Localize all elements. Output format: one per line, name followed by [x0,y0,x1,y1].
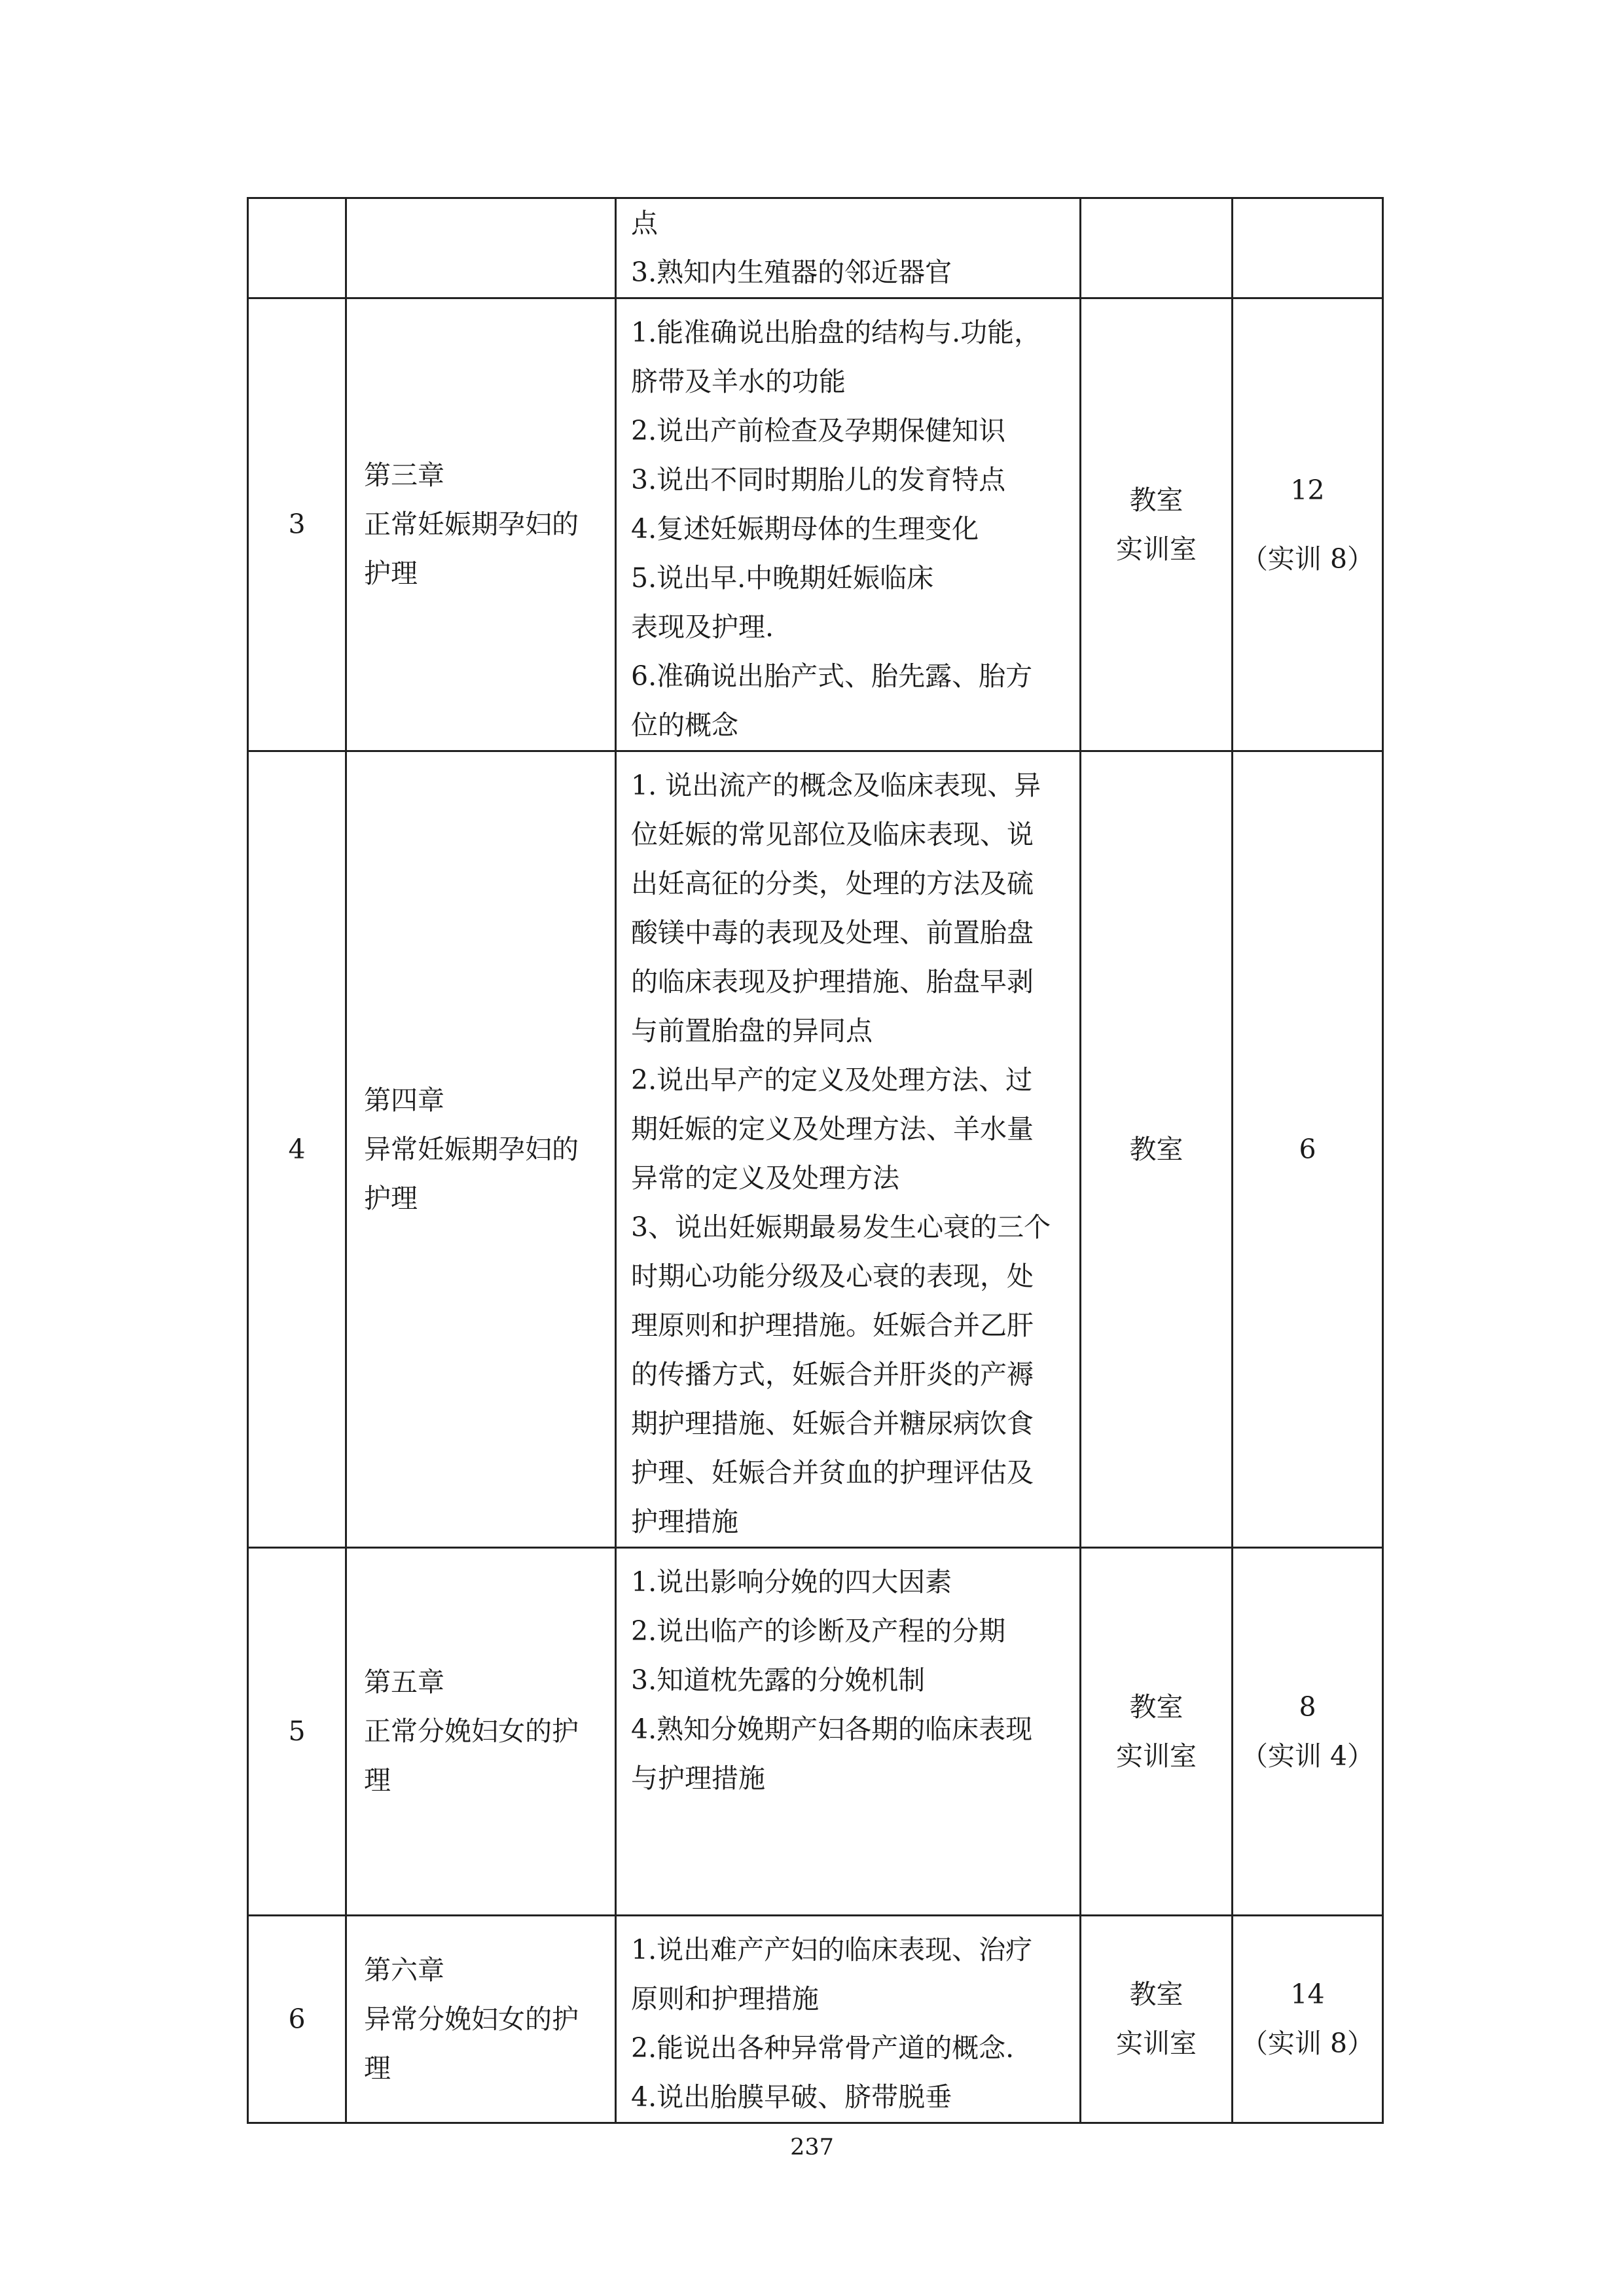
content-cell [616,1916,1081,2123]
content-line: 出妊高征的分类，处理的方法及硫 [631,868,1034,899]
content-line: 3.知道枕先露的分娩机制 [631,1664,926,1696]
content-line: 位的概念 [631,709,738,741]
place-line: 实训室 [1116,1740,1197,1772]
hours-value: 6 [1299,1133,1316,1165]
place-line: 实训室 [1116,533,1197,565]
chapter-line: 第六章 [364,1954,444,1986]
content-line: 2.说出早产的定义及处理方法、过 [631,1064,1033,1096]
content-line: 与前置胎盘的异同点 [631,1015,873,1047]
hours-cell [1233,751,1383,1548]
place-line: 教室 [1129,1691,1183,1723]
syllabus-table [247,197,1384,2124]
content-cell [616,751,1081,1548]
content-line: 3、说出妊娠期最易发生心衰的三个 [631,1211,1051,1243]
row-number [248,198,346,298]
content-line: 3.说出不同时期胎儿的发育特点 [631,464,1006,495]
row-number: 5 [248,1548,346,1916]
content-line: 与护理措施 [631,1763,765,1794]
place-cell [1081,1548,1233,1916]
chapter-line: 理 [364,2052,391,2084]
hours-value: 12 [1290,474,1325,506]
row-number: 3 [248,298,346,751]
content-line: 期护理措施、妊娠合并糖尿病饮食 [631,1408,1034,1439]
place-cell [1081,1916,1233,2123]
content-line: 位妊娠的常见部位及临床表现、说 [631,819,1034,850]
hours-practice: （实训 4） [1240,1740,1375,1772]
chapter-line: 护理 [364,558,418,589]
table-row [248,298,1383,751]
content-line: 异常的定义及处理方法 [631,1162,899,1194]
content-line: 4.熟知分娩期产妇各期的临床表现 [631,1713,1033,1745]
chapter-line: 第四章 [364,1084,444,1116]
chapter-line: 第五章 [364,1666,444,1698]
content-line: 5.说出早.中晚期妊娠临床 [631,562,934,594]
row-number: 6 [248,1916,346,2123]
content-line: 原则和护理措施 [631,1983,819,2015]
content-line: 3.熟知内生殖器的邻近器官 [631,257,952,288]
hours-cell [1233,1548,1383,1916]
table-row [248,751,1383,1548]
content-line: 2.说出产前检查及孕期保健知识 [631,415,1006,446]
content-line: 2.说出临产的诊断及产程的分期 [631,1615,1006,1647]
content-line: 6.准确说出胎产式、胎先露、胎方 [631,660,1033,692]
chapter-line: 正常妊娠期孕妇的 [364,509,579,540]
content-line: 表现及护理. [631,611,774,643]
chapter-line: 异常分娩妇女的护 [364,2003,579,2035]
content-line: 1.说出难产产妇的临床表现、治疗 [631,1934,1033,1965]
chapter-cell [346,1916,616,2123]
place-line: 实训室 [1116,2028,1197,2059]
content-line: 点 [631,207,658,239]
row-number: 4 [248,751,346,1548]
chapter-cell [346,298,616,751]
chapter-line: 护理 [364,1182,418,1214]
chapter-line: 理 [364,1765,391,1796]
place-cell [1081,751,1233,1548]
content-line: 4.说出胎膜早破、脐带脱垂 [631,2081,952,2113]
hours-value: 14 [1290,1979,1325,2010]
place-line: 教室 [1129,1979,1183,2010]
content-cell [616,1548,1081,1916]
place-cell [1081,298,1233,751]
table-row [248,1548,1383,1916]
content-line: 时期心功能分级及心衰的表现，处 [631,1261,1034,1292]
content-line: 1.说出影响分娩的四大因素 [631,1566,952,1598]
hours-cell [1233,1916,1383,2123]
chapter-cell [346,751,616,1548]
table-row [248,198,1383,298]
content-line: 脐带及羊水的功能 [631,366,846,397]
hours-practice: （实训 8） [1240,543,1375,575]
table-row [248,1916,1383,2123]
chapter-cell [346,1548,616,1916]
content-line: 护理、妊娠合并贫血的护理评估及 [631,1457,1034,1488]
chapter-line: 异常妊娠期孕妇的 [364,1133,579,1165]
place-cell [1081,198,1233,298]
content-line: 酸镁中毒的表现及处理、前置胎盘 [631,917,1034,948]
content-line: 1. 说出流产的概念及临床表现、异 [631,770,1041,801]
content-line: 4.复述妊娠期母体的生理变化 [631,513,979,545]
hours-practice: （实训 8） [1240,2028,1375,2059]
chapter-cell [346,198,616,298]
hours-cell [1233,198,1383,298]
content-line: 理原则和护理措施。妊娠合并乙肝 [631,1310,1034,1341]
content-line: 的传播方式，妊娠合并肝炎的产褥 [631,1359,1034,1390]
content-cell [616,198,1081,298]
chapter-line: 第三章 [364,459,444,491]
page-number: 237 [790,2134,834,2161]
content-line: 2.能说出各种异常骨产道的概念. [631,2032,1015,2064]
content-line: 的临床表现及护理措施、胎盘早剥 [631,966,1034,997]
content-line: 期妊娠的定义及处理方法、羊水量 [631,1113,1034,1145]
place-line: 教室 [1129,1133,1183,1165]
hours-cell [1233,298,1383,751]
chapter-line: 正常分娩妇女的护 [364,1715,579,1747]
place-line: 教室 [1129,484,1183,516]
content-line: 护理措施 [631,1506,738,1537]
hours-value: 8 [1299,1691,1316,1723]
content-cell [616,298,1081,751]
content-line: 1.能准确说出胎盘的结构与.功能， [631,317,1041,348]
